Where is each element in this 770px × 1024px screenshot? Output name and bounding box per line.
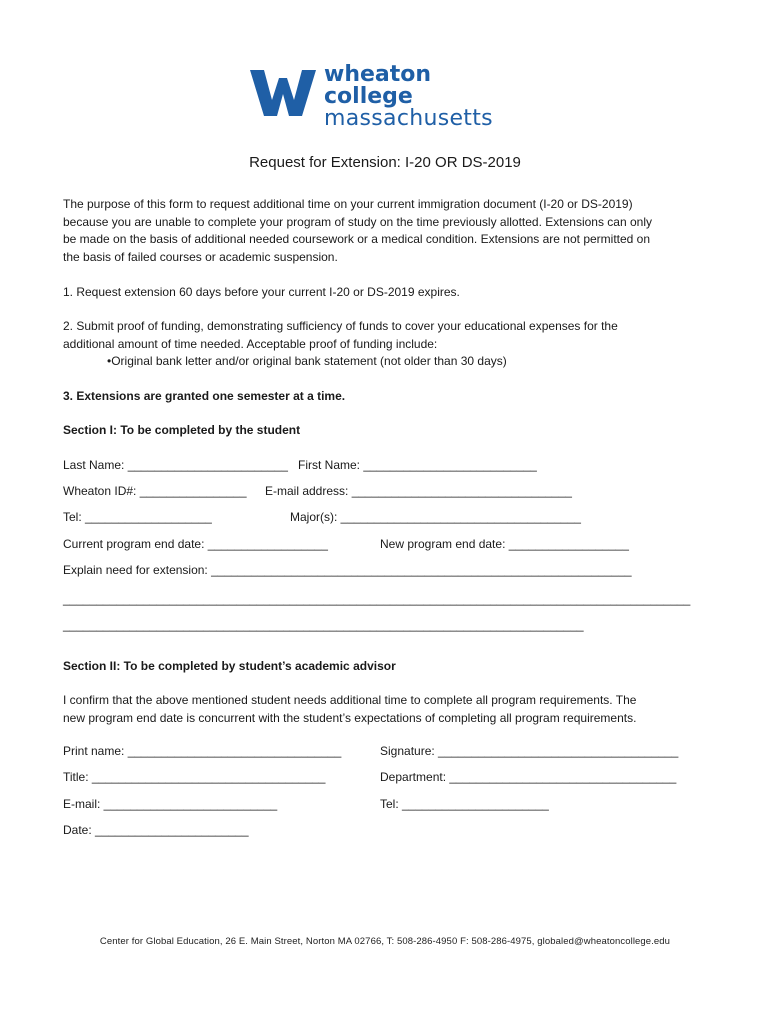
logo-college: college — [324, 84, 413, 109]
step-2-bullet: •Original bank letter and/or original bank statement (not older than 30 days) — [107, 354, 507, 368]
majors-field[interactable]: Major(s): ____________________________________ — [290, 510, 581, 524]
intro-line: be made on the basis of additional needed coursework or a medical condition. Extensions are not permitted on — [63, 232, 651, 246]
logo-massachusetts: massachusetts — [324, 106, 493, 131]
intro-line: because you are unable to complete your program of study on the time previously allotted. Extensions can only — [63, 214, 653, 229]
email-address-field[interactable]: E-mail address: _________________________________ — [265, 484, 572, 498]
section-2-heading: Section II: To be completed by student’s academic advisor — [63, 659, 396, 673]
signature-field[interactable]: Signature: ____________________________________ — [380, 744, 679, 758]
section-1-heading: Section I: To be completed by the student — [63, 423, 301, 437]
explain-line-2[interactable]: ______________________________________________________________________________________________ — [63, 592, 691, 606]
advisor-confirmation — [63, 692, 703, 727]
explain-field[interactable]: Explain need for extension: _______________________________________________________________ — [63, 563, 632, 577]
advisor-tel-field[interactable]: Tel: ______________________ — [380, 797, 549, 811]
logo-wheaton: wheaton — [324, 62, 432, 87]
wheaton-id-field[interactable]: Wheaton ID#: ________________ — [63, 484, 247, 498]
advisor-email-field[interactable]: E-mail: __________________________ — [63, 797, 278, 811]
step-1: 1. Request extension 60 days before your current I-20 or DS-2019 expires. — [63, 285, 460, 299]
date-field[interactable]: Date: _______________________ — [63, 823, 249, 837]
current-end-date-field[interactable]: Current program end date: __________________ — [63, 537, 328, 551]
w-logo-icon — [250, 70, 316, 116]
explain-line-3[interactable]: ______________________________________________________________________________ — [63, 618, 584, 632]
step-3: 3. Extensions are granted one semester at a time. — [63, 389, 346, 403]
department-field[interactable]: Department: __________________________________ — [380, 770, 677, 784]
confirm-line: new program end date is concurrent with the student’s expectations of completing all program requirements. — [63, 710, 637, 725]
intro-paragraph — [63, 196, 703, 266]
intro-line: the basis of failed courses or academic suspension. — [63, 249, 338, 264]
step-2-line: 2. Submit proof of funding, demonstrating sufficiency of funds to cover your educational expenses for the — [63, 319, 618, 333]
confirm-line: I confirm that the above mentioned student needs additional time to complete all program requirements. The — [63, 693, 637, 707]
step-2 — [63, 318, 703, 371]
advisor-title-field[interactable]: Title: ___________________________________ — [63, 770, 326, 784]
last-name-field[interactable]: Last Name: ________________________ — [63, 458, 288, 472]
new-end-date-field[interactable]: New program end date: __________________ — [380, 537, 629, 551]
college-logo — [250, 64, 520, 136]
tel-field[interactable]: Tel: ___________________ — [63, 510, 212, 524]
first-name-field[interactable]: First Name: __________________________ — [298, 458, 537, 472]
intro-line: The purpose of this form to request additional time on your current immigration document (I-20 or DS-2019) — [63, 197, 633, 211]
step-2-line: additional amount of time needed. Acceptable proof of funding include: — [63, 336, 438, 351]
print-name-field[interactable]: Print name: ________________________________ — [63, 744, 342, 758]
footer-contact: Center for Global Education, 26 E. Main Street, Norton MA 02766, T: 508-286-4950 F: 508-286-4975, globaled@wheatoncollege.edu — [99, 936, 671, 947]
page-title: Request for Extension: I-20 OR DS-2019 — [249, 154, 521, 171]
